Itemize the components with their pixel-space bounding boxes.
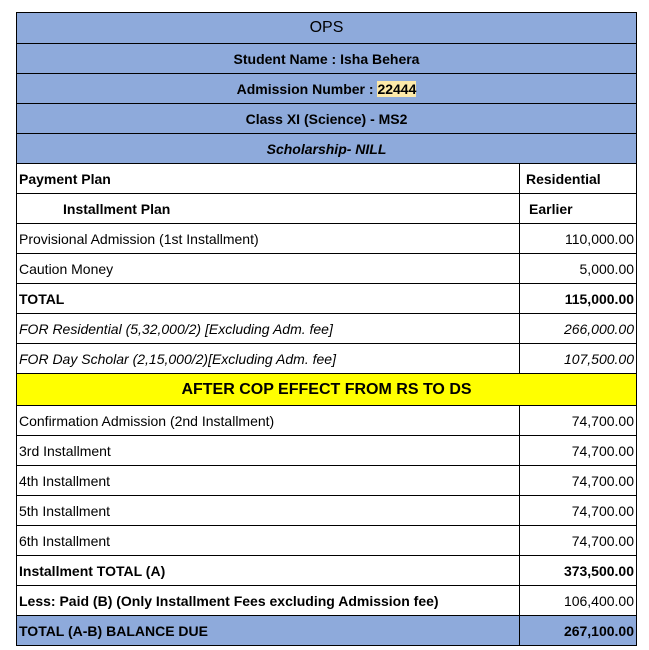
- installment-row: [17, 496, 637, 526]
- payment-plan-label: Payment Plan: [17, 164, 520, 194]
- installment-total-value: 373,500.00: [520, 556, 637, 586]
- fee-value: 5,000.00: [520, 254, 637, 284]
- total-row: [17, 284, 637, 314]
- balance-value: 267,100.00: [520, 616, 637, 646]
- note-value: 266,000.00: [520, 314, 637, 344]
- school-header-row: [17, 13, 637, 44]
- banner-row: [17, 374, 637, 406]
- balance-row: [17, 616, 637, 646]
- admission-label: Admission Number :: [236, 80, 378, 97]
- installment-total-row: [17, 556, 637, 586]
- installment-row: [17, 406, 637, 436]
- balance-label: TOTAL (A-B) BALANCE DUE: [17, 616, 520, 646]
- installment-plan-label: Installment Plan: [17, 194, 520, 224]
- note-value: 107,500.00: [520, 344, 637, 374]
- student-name-row: [17, 44, 637, 74]
- admission-number: 22444: [377, 80, 417, 97]
- note-row: [17, 314, 637, 344]
- installment-plan-value: Earlier: [520, 194, 637, 224]
- payment-plan-row: [17, 164, 637, 194]
- installment-row: [17, 436, 637, 466]
- school-name: OPS: [17, 13, 637, 44]
- fee-label: Caution Money: [17, 254, 520, 284]
- installment-value: 74,700.00: [520, 496, 637, 526]
- cop-banner: AFTER COP EFFECT FROM RS TO DS: [17, 374, 637, 406]
- installment-row: [17, 466, 637, 496]
- fee-row: [17, 254, 637, 284]
- installment-value: 74,700.00: [520, 436, 637, 466]
- installment-label: 3rd Installment: [17, 436, 520, 466]
- paid-value: 106,400.00: [520, 586, 637, 616]
- fee-value: 110,000.00: [520, 224, 637, 254]
- installment-value: 74,700.00: [520, 406, 637, 436]
- installment-value: 74,700.00: [520, 526, 637, 556]
- paid-label: Less: Paid (B) (Only Installment Fees excluding Admission fee): [17, 586, 520, 616]
- total-value: 115,000.00: [520, 284, 637, 314]
- class-row: [17, 104, 637, 134]
- installment-plan-row: [17, 194, 637, 224]
- installment-row: [17, 526, 637, 556]
- installment-label: Confirmation Admission (2nd Installment): [17, 406, 520, 436]
- total-label: TOTAL: [17, 284, 520, 314]
- fee-row: [17, 224, 637, 254]
- note-row: [17, 344, 637, 374]
- fee-label: Provisional Admission (1st Installment): [17, 224, 520, 254]
- installment-label: 4th Installment: [17, 466, 520, 496]
- note-label: FOR Residential (5,32,000/2) [Excluding Adm. fee]: [17, 314, 520, 344]
- scholarship-row: [17, 134, 637, 164]
- installment-value: 74,700.00: [520, 466, 637, 496]
- scholarship: Scholarship- NILL: [17, 134, 637, 164]
- payment-plan-value: Residential: [520, 164, 637, 194]
- fee-statement-table: [16, 12, 637, 646]
- installment-label: 5th Installment: [17, 496, 520, 526]
- student-name: Student Name : Isha Behera: [17, 44, 637, 74]
- note-label: FOR Day Scholar (2,15,000/2)[Excluding Adm. fee]: [17, 344, 520, 374]
- admission-cell: [17, 74, 637, 104]
- class-name: Class XI (Science) - MS2: [17, 104, 637, 134]
- installment-label: 6th Installment: [17, 526, 520, 556]
- admission-number-row: [17, 74, 637, 104]
- paid-row: [17, 586, 637, 616]
- installment-total-label: Installment TOTAL (A): [17, 556, 520, 586]
